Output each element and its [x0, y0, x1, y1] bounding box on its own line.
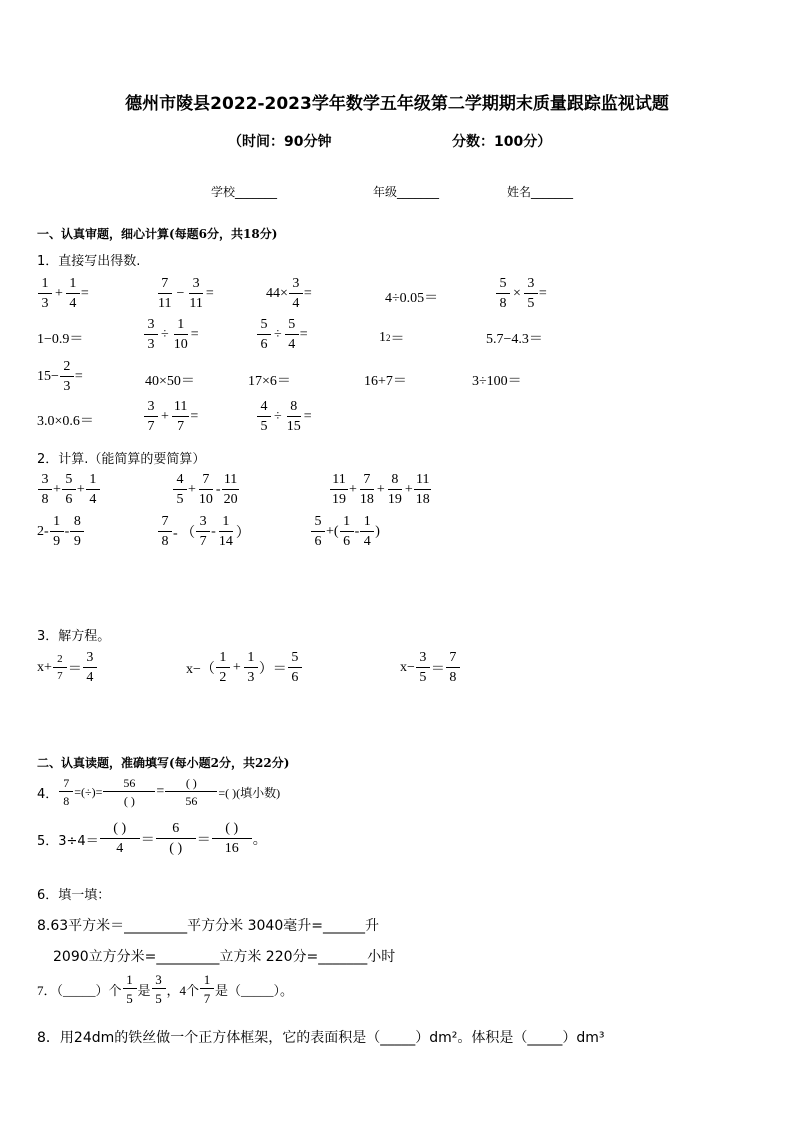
equals: = — [538, 286, 547, 301]
denominator: 5 — [126, 991, 133, 1006]
q3-equation-1 — [37, 651, 98, 685]
operator: + — [349, 482, 357, 497]
operator: + — [404, 482, 413, 497]
denominator: 8 — [161, 534, 169, 549]
numerator: 7 — [59, 777, 73, 792]
numerator: 7 — [446, 651, 460, 668]
expression-text: x−（ — [186, 662, 215, 677]
numerator: 1 — [66, 277, 80, 294]
numerator: 5 — [257, 318, 271, 335]
denominator: 5 — [527, 296, 535, 311]
numerator: 5 — [496, 277, 510, 294]
equals: = — [303, 286, 312, 301]
denominator: 20 — [223, 492, 238, 507]
denominator: 8 — [449, 670, 457, 685]
denominator: 10 — [173, 337, 188, 352]
period: 。 — [252, 833, 267, 848]
numerator: 7 — [158, 515, 172, 532]
denominator: 5 — [419, 670, 427, 685]
denominator: 6 — [291, 670, 299, 685]
q3-label: 3．解方程。 — [37, 629, 111, 644]
q1-item-r — [256, 400, 312, 434]
numerator: 3 — [152, 973, 166, 989]
section2-heading: 二、认真读题，准确填写(每小题2分，共22分) — [37, 756, 290, 770]
numerator: 1 — [360, 515, 374, 532]
expression-text: ) — [375, 524, 380, 539]
numerator: 3 — [416, 651, 430, 668]
question-text: 7．（_____）个 — [37, 982, 122, 998]
question-text: 5．3÷4＝ — [37, 833, 99, 849]
equals: = — [156, 784, 165, 799]
denominator: 11 — [158, 296, 172, 311]
numerator: 7 — [360, 473, 374, 490]
numerator: 3 — [289, 277, 303, 294]
expression-text: 15− — [37, 369, 59, 384]
q8[interactable]: 8．用24dm的铁丝做一个正方体框架，它的表面积是（_____）dm²。体积是（_____）dm³ — [37, 1030, 605, 1046]
q1-item-q — [143, 400, 198, 434]
q1-label: 1．直接写出得数. — [37, 254, 141, 269]
question-number: 4． — [37, 786, 59, 802]
numerator: 7 — [158, 277, 172, 294]
operator: + — [232, 660, 241, 675]
denominator: 4 — [86, 670, 94, 685]
operator: + — [188, 482, 196, 497]
denominator: 15 — [286, 419, 301, 434]
q1-item-n: 16+7＝ — [364, 374, 407, 389]
denominator: 8 — [499, 296, 507, 311]
denominator: 4 — [116, 841, 124, 856]
section1-heading: 一、认真审题，细心计算(每题6分，共18分) — [37, 227, 278, 241]
equals: ＝ — [390, 332, 405, 347]
equals: = — [190, 327, 199, 342]
q1-item-k — [37, 360, 83, 394]
operator: - — [354, 524, 360, 539]
numerator: 1 — [244, 651, 258, 668]
q1-item-m: 17×6＝ — [248, 374, 291, 389]
operator: − — [176, 286, 185, 301]
denominator: 2 — [219, 670, 227, 685]
denominator: 6 — [343, 534, 351, 549]
numerator: 3 — [189, 277, 203, 294]
operator: × — [513, 286, 521, 301]
equals: = — [80, 286, 89, 301]
numerator: 2 — [60, 360, 74, 377]
denominator: 8 — [63, 794, 70, 808]
numerator: 5 — [62, 473, 76, 490]
exam-score: 分数：100分） — [452, 134, 552, 150]
numerator: 8 — [388, 473, 402, 490]
numerator: 7 — [199, 473, 213, 490]
denominator: 4 — [292, 296, 300, 311]
operator: + — [376, 482, 385, 497]
denominator-blank[interactable]: ( ) — [123, 794, 135, 808]
numerator: 8 — [287, 400, 301, 417]
denominator: 5 — [155, 991, 162, 1006]
numerator: 1 — [123, 973, 137, 989]
exponent: 2 — [386, 333, 391, 343]
expression-text: x− — [400, 660, 415, 675]
denominator: 3 — [247, 670, 255, 685]
denominator: 3 — [63, 379, 71, 394]
equals: ＝ — [430, 662, 445, 677]
numerator: 56 — [103, 777, 155, 792]
name-field[interactable]: 姓名_______ — [507, 185, 574, 199]
denominator: 18 — [359, 492, 374, 507]
denominator: 7 — [177, 419, 185, 434]
equals: = — [190, 409, 199, 424]
q1-item-i — [379, 328, 405, 348]
numerator: 1 — [38, 277, 52, 294]
denominator: 6 — [260, 337, 268, 352]
denominator: 7 — [57, 670, 63, 682]
q1-item-e — [495, 277, 547, 311]
q1-item-f: 1−0.9＝ — [37, 332, 84, 347]
denominator: 4 — [89, 492, 97, 507]
denominator: 11 — [189, 296, 203, 311]
denominator: 5 — [176, 492, 184, 507]
numerator: 2 — [53, 654, 67, 668]
denominator: 4 — [288, 337, 296, 352]
denominator: 6 — [314, 534, 322, 549]
equals: = — [205, 286, 214, 301]
numerator: 3 — [196, 515, 210, 532]
q1-item-j: 5.7−4.3＝ — [486, 332, 543, 347]
denominator: 3 — [147, 337, 155, 352]
numerator: 6 — [156, 822, 196, 839]
numerator: 1 — [340, 515, 354, 532]
q1-item-b — [155, 277, 214, 311]
q1-item-d: 4÷0.05＝ — [385, 291, 439, 306]
numerator: 1 — [219, 515, 233, 532]
q3-equation-2 — [186, 651, 303, 685]
school-field[interactable]: 学校_______ — [211, 185, 278, 199]
q2-label: 2．计算.（能简算的要简算） — [37, 452, 206, 467]
operator: ÷ — [274, 409, 282, 424]
expression-text: 44× — [266, 286, 288, 301]
numerator: 5 — [285, 318, 299, 335]
denominator: 19 — [332, 492, 346, 507]
expression-text: ） — [235, 526, 250, 541]
q2-expr-6 — [310, 515, 380, 549]
page-title: 德州市陵县2022-2023学年数学五年级第二学期期末质量跟踪监视试题 — [125, 94, 669, 114]
q5 — [37, 822, 267, 856]
numerator: 1 — [50, 515, 64, 532]
operator: + — [53, 482, 61, 497]
denominator: 7 — [203, 991, 211, 1006]
denominator: 9 — [73, 534, 81, 549]
q6-label: 6．填一填： — [37, 888, 111, 903]
denominator: 8 — [41, 492, 49, 507]
expression-text: =( )(填小数) — [218, 785, 281, 800]
expression-text: x+ — [37, 660, 52, 675]
denominator: 4 — [363, 534, 371, 549]
q6-line-1[interactable]: 8.63平方米＝_________平方分米 3040毫升=______升 — [37, 918, 379, 934]
denominator-blank[interactable]: ( ) — [169, 841, 183, 856]
base: 1 — [379, 330, 386, 345]
operator: ÷ — [161, 327, 169, 342]
numerator: 11 — [172, 400, 189, 417]
numerator: 11 — [222, 473, 239, 490]
numerator: 4 — [173, 473, 187, 490]
numerator-blank[interactable]: ( ) — [165, 777, 217, 792]
question-text: ，4个 — [166, 982, 200, 998]
numerator: 3 — [83, 651, 97, 668]
exam-time: （时间：90分钟 — [228, 134, 332, 150]
q3-equation-3 — [400, 651, 461, 685]
numerator: 1 — [216, 651, 230, 668]
q1-item-g — [143, 318, 199, 352]
expression-text: - （ — [173, 526, 196, 541]
numerator-blank[interactable]: ( ) — [212, 822, 252, 839]
q4 — [37, 777, 280, 807]
operator: ÷ — [274, 327, 282, 342]
question-text: 是（_____）。 — [215, 982, 294, 998]
operator: + — [76, 482, 85, 497]
equals: = — [74, 369, 83, 384]
q6-line-2[interactable]: 2090立方分米=_________立方米 220分=_______小时 — [53, 949, 396, 965]
denominator: 6 — [65, 492, 73, 507]
operator: + — [55, 286, 63, 301]
denominator: 7 — [147, 419, 155, 434]
q1-item-p: 3.0×0.6＝ — [37, 414, 94, 429]
denominator: 4 — [69, 296, 77, 311]
denominator: 14 — [218, 534, 233, 549]
equals: ＝ — [140, 833, 155, 848]
operator: - — [64, 524, 70, 539]
q1-item-a — [37, 277, 89, 311]
q2-expr-5 — [157, 515, 250, 549]
q1-item-o: 3÷100＝ — [472, 374, 522, 389]
numerator: 3 — [524, 277, 538, 294]
equals: ＝ — [67, 662, 82, 677]
denominator: 10 — [198, 492, 213, 507]
numerator: 5 — [288, 651, 302, 668]
expression-text: =(÷)= — [74, 784, 103, 799]
denominator: 5 — [260, 419, 268, 434]
numerator: 11 — [330, 473, 347, 490]
numerator: 1 — [200, 973, 214, 989]
question-text: 是 — [137, 982, 151, 998]
q2-expr-3 — [329, 473, 433, 507]
q1-item-l: 40×50＝ — [145, 374, 195, 389]
numerator: 3 — [38, 473, 52, 490]
numerator: 1 — [86, 473, 100, 490]
equals: = — [303, 409, 312, 424]
expression-text: ）＝ — [258, 662, 287, 677]
q1-item-c — [266, 277, 312, 311]
q7[interactable] — [37, 973, 293, 1005]
numerator: 1 — [174, 318, 188, 335]
denominator: 19 — [387, 492, 402, 507]
expression-text: +( — [326, 524, 339, 539]
numerator: 5 — [311, 515, 325, 532]
operator: + — [161, 409, 169, 424]
denominator: 7 — [199, 534, 207, 549]
numerator: 3 — [144, 400, 158, 417]
equals: ＝ — [196, 833, 211, 848]
operator: - — [211, 524, 216, 539]
numerator-blank[interactable]: ( ) — [100, 822, 140, 839]
denominator: 56 — [185, 794, 198, 808]
q1-item-h — [256, 318, 308, 352]
denominator: 18 — [415, 492, 430, 507]
denominator: 9 — [53, 534, 61, 549]
q2-expr-2 — [172, 473, 241, 507]
equals: = — [299, 327, 308, 342]
grade-field[interactable]: 年级_______ — [373, 185, 440, 199]
numerator: 11 — [414, 473, 431, 490]
numerator: 3 — [144, 318, 158, 335]
numerator: 4 — [257, 400, 271, 417]
denominator: 16 — [224, 841, 239, 856]
q2-expr-4 — [37, 515, 85, 549]
denominator: 3 — [41, 296, 49, 311]
q2-expr-1 — [37, 473, 101, 507]
numerator: 8 — [70, 515, 84, 532]
operator: - — [215, 482, 221, 497]
expression-text: 2- — [37, 524, 49, 539]
